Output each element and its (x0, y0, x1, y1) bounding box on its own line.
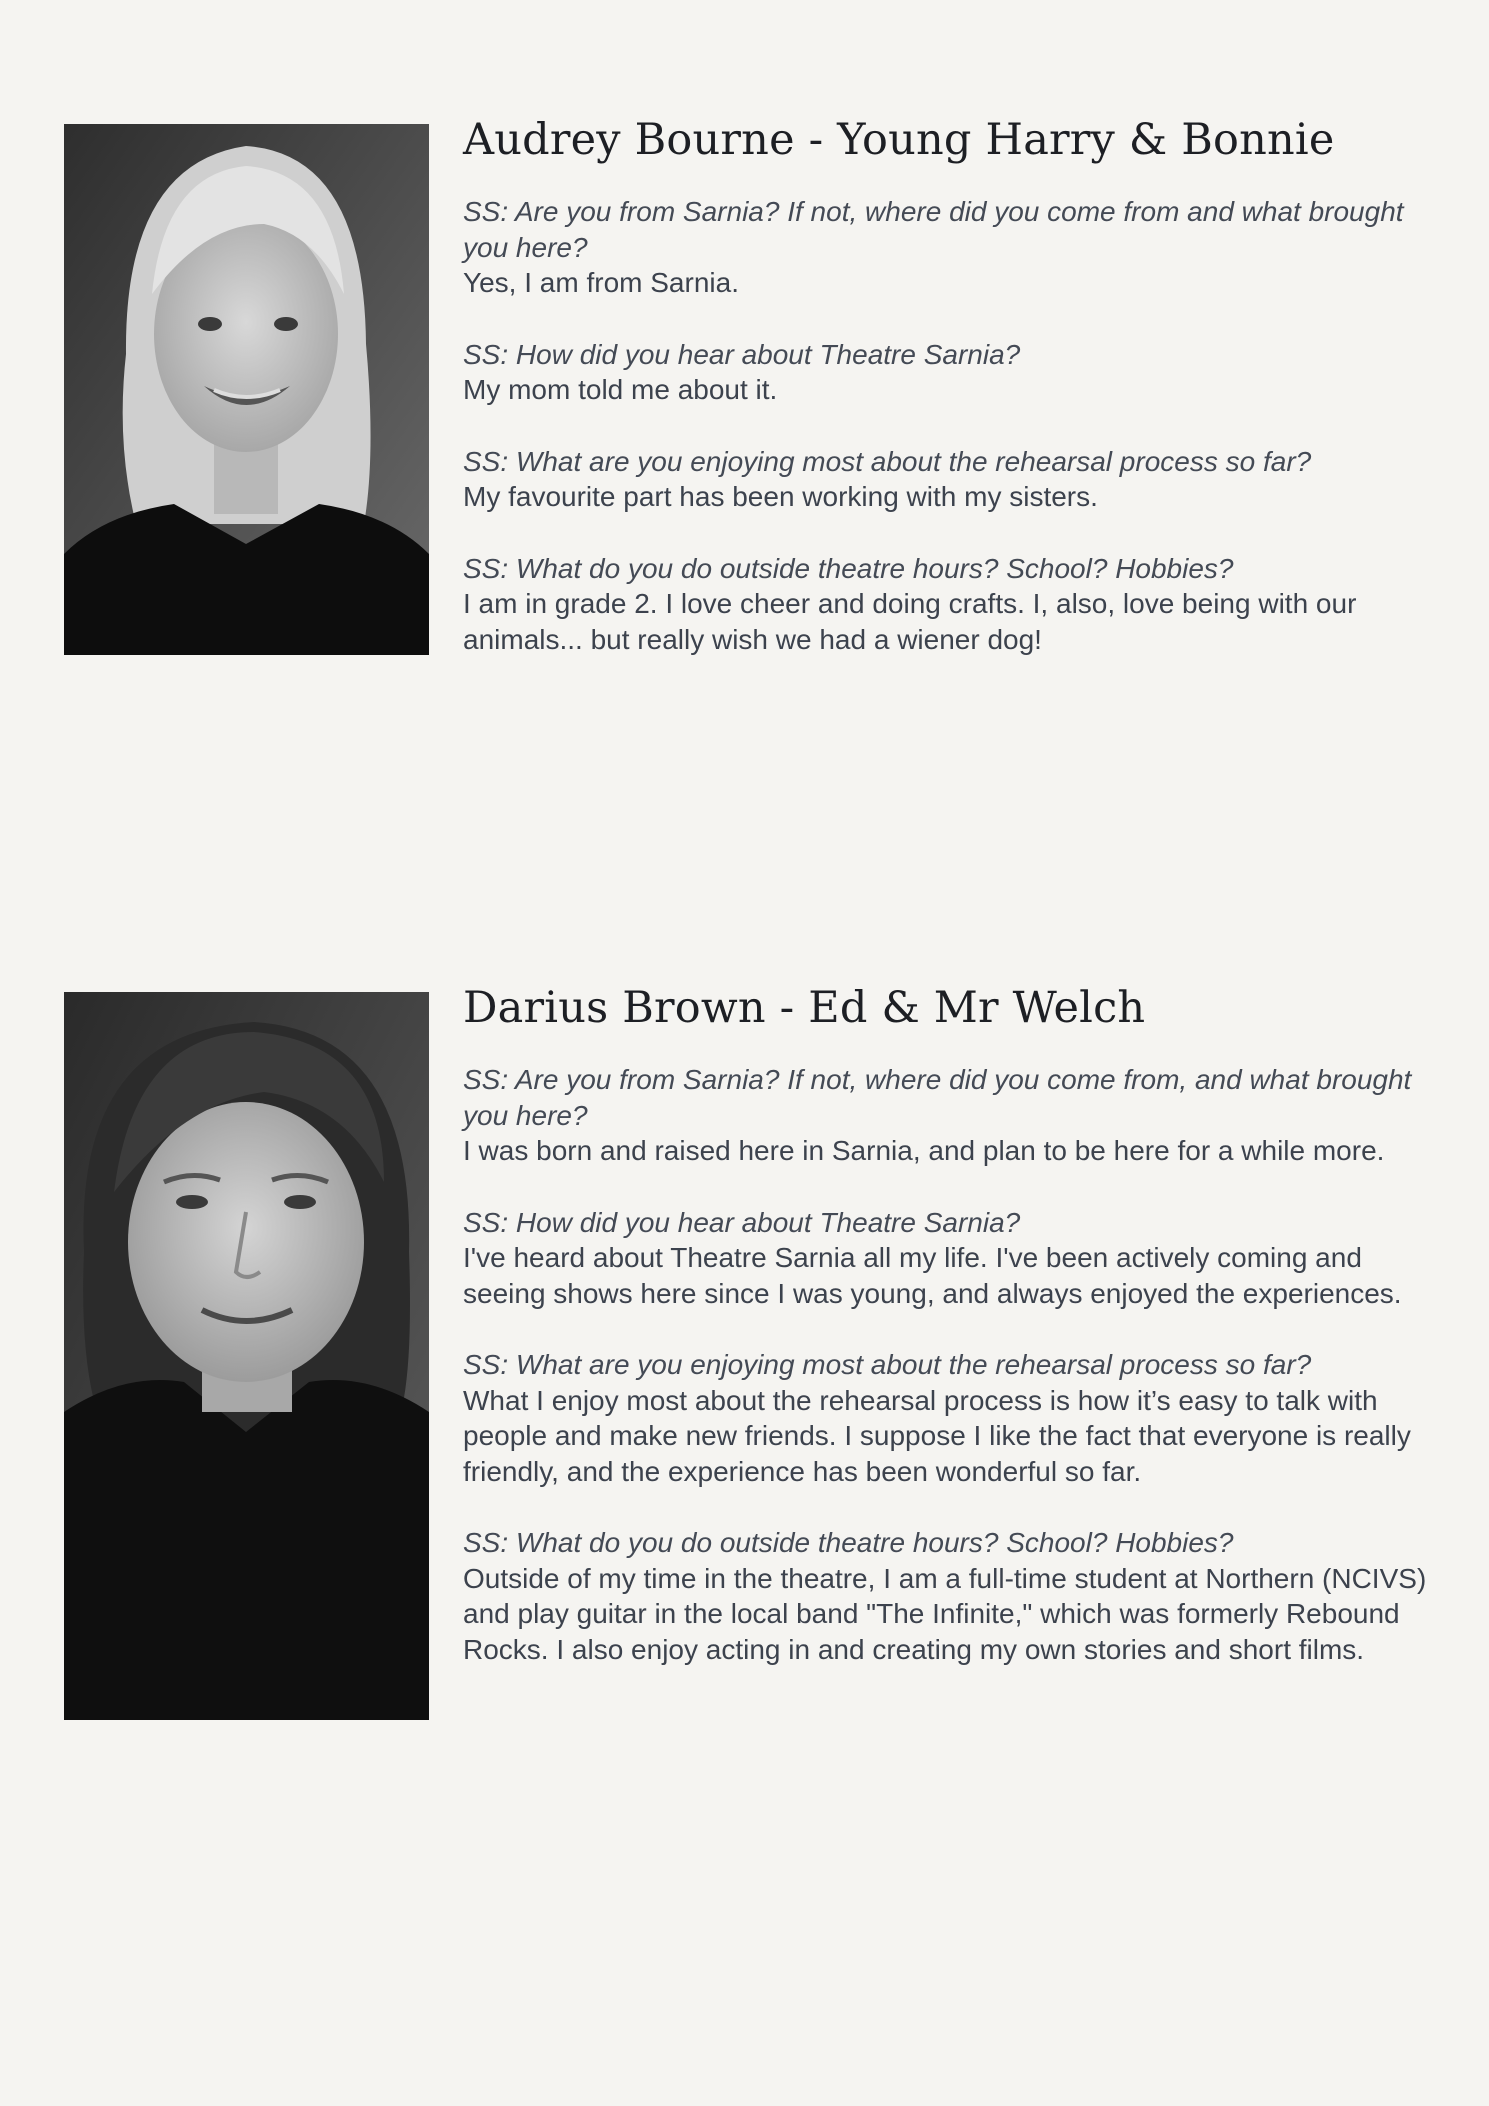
qa-item (463, 194, 1443, 301)
answer: Outside of my time in the theatre, I am a full-time student at Northern (NCIVS) and play guitar in the local band "The Infinite," which was formerly Rebound Rocks. I also enjoy acting in and creating my own stories and short films. (463, 1562, 1427, 1665)
profile-name: Darius Brown - Ed & Mr Welch (463, 983, 1146, 1033)
qa-item (463, 444, 1443, 515)
answer: I was born and raised here in Sarnia, and plan to be here for a while more. (463, 1135, 1385, 1166)
answer: What I enjoy most about the rehearsal process is how it’s easy to talk with people and make new friends. I suppose I like the fact that everyone is really friendly, and the experience has been wonderful so far. (463, 1384, 1411, 1487)
answer: My mom told me about it. (463, 374, 778, 405)
qa-item (463, 1347, 1443, 1489)
qa-item (463, 1205, 1443, 1312)
profile-name: Audrey Bourne - Young Harry & Bonnie (463, 115, 1335, 165)
question: SS: What do you do outside theatre hours? School? Hobbies? (463, 1527, 1234, 1558)
profile-text (463, 980, 1443, 1703)
answer: My favourite part has been working with my sisters. (463, 481, 1098, 512)
question: SS: What are you enjoying most about the rehearsal process so far? (463, 445, 1312, 477)
question: SS: What are you enjoying most about the rehearsal process so far? (463, 1349, 1312, 1380)
qa-item (463, 551, 1443, 658)
question: SS: Are you from Sarnia? If not, where did you come from, and what brought you here? (463, 1064, 1412, 1131)
child-portrait-image (64, 124, 429, 655)
teen-portrait-image (64, 992, 429, 1720)
answer: I've heard about Theatre Sarnia all my life. I've been actively coming and seeing shows here since I was young, and always enjoyed the experiences. (463, 1242, 1402, 1309)
qa-item (463, 1062, 1443, 1169)
question: SS: What do you do outside theatre hours? School? Hobbies? (463, 552, 1234, 584)
profile-text (463, 112, 1443, 693)
question: SS: How did you hear about Theatre Sarnia? (463, 1206, 1021, 1238)
qa-item (463, 337, 1443, 408)
portrait-photo (64, 124, 429, 655)
portrait-photo (64, 992, 429, 1720)
question: SS: Are you from Sarnia? If not, where did you come from and what brought you here? (463, 196, 1404, 263)
question: SS: How did you hear about Theatre Sarnia? (463, 338, 1021, 370)
answer: I am in grade 2. I love cheer and doing crafts. I, also, love being with our animals... but really wish we had a wiener dog! (463, 588, 1357, 655)
qa-item (463, 1525, 1443, 1667)
answer: Yes, I am from Sarnia. (463, 267, 739, 298)
